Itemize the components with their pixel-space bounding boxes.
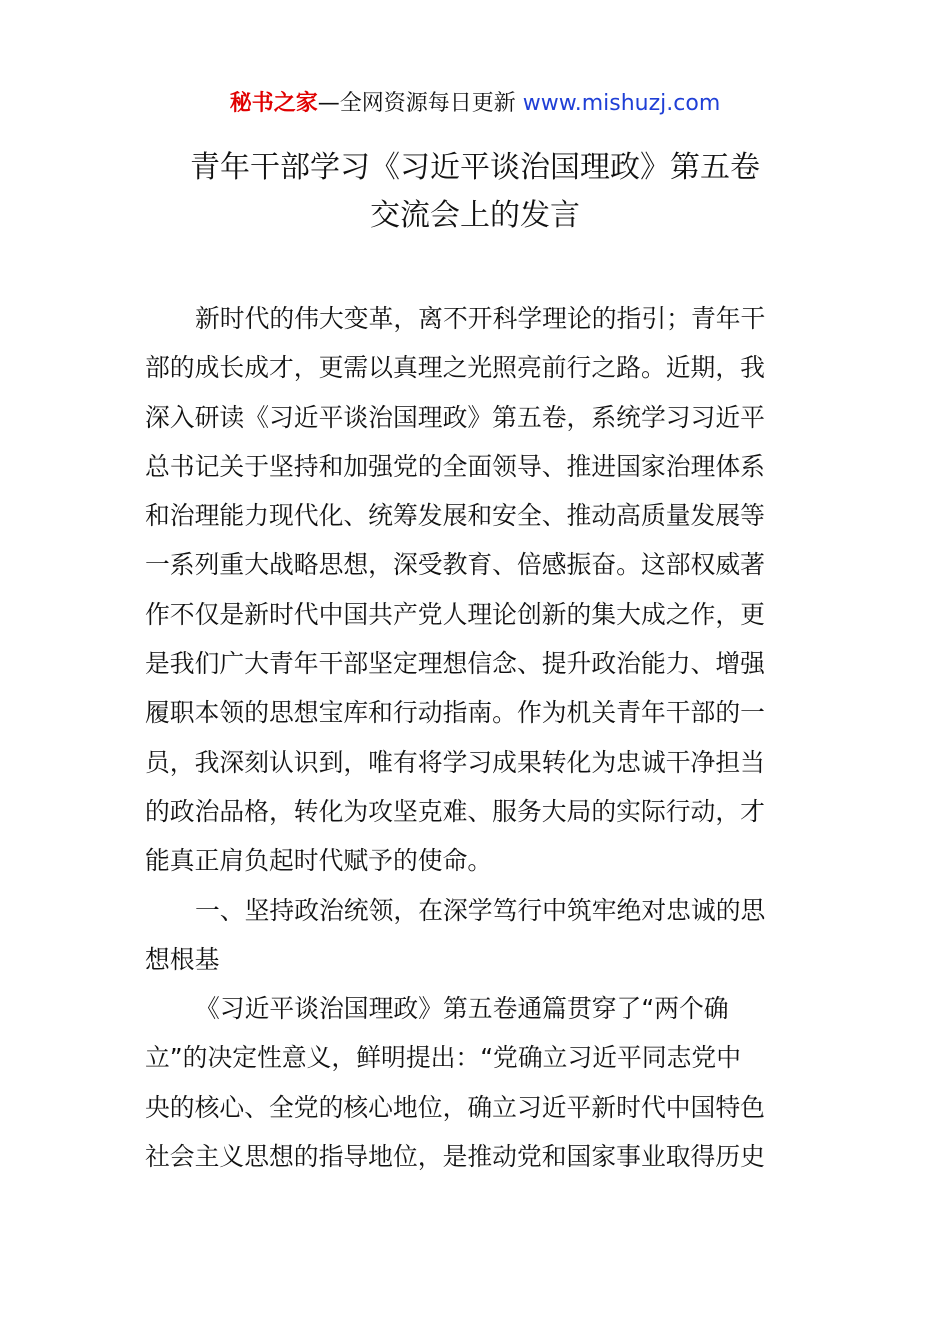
paragraph-1-line-5: 和治理能力现代化、统筹发展和安全、推动高质量发展等 — [145, 501, 765, 531]
document-body — [145, 294, 807, 1181]
title-line-1: 青年干部学习《习近平谈治国理政》第五卷 — [190, 150, 760, 185]
paragraph-1-line-6: 一系列重大战略思想，深受教育、倍感振奋。这部权威著 — [145, 550, 765, 580]
paragraph-2-line-1: 《习近平谈治国理政》第五卷通篇贯穿了“两个确 — [195, 994, 729, 1024]
title-line-2: 交流会上的发言 — [370, 198, 580, 233]
paragraph-1-line-8: 是我们广大青年干部坚定理想信念、提升政治能力、增强 — [145, 649, 765, 679]
paragraph-2-line-2: 立”的决定性意义，鲜明提出：“党确立习近平同志党中 — [145, 1043, 742, 1073]
section-heading-line-1: 一、坚持政治统领，在深学笃行中筑牢绝对忠诚的思 — [195, 895, 766, 925]
paragraph-1-line-12: 能真正肩负起时代赋予的使命。 — [145, 846, 493, 876]
site-url-link[interactable]: www.mishuzj.com — [522, 91, 721, 116]
paragraph-1-line-10: 员，我深刻认识到，唯有将学习成果转化为忠诚干净担当 — [145, 747, 765, 777]
paragraph-1-line-9: 履职本领的思想宝库和行动指南。作为机关青年干部的一 — [145, 698, 765, 728]
paragraph-1-line-11: 的政治品格，转化为攻坚克难、服务大局的实际行动，才 — [145, 796, 765, 826]
paragraph-2-line-4: 社会主义思想的指导地位，是推动党和国家事业取得历史 — [145, 1142, 765, 1172]
section-heading-line-2: 想根基 — [145, 944, 220, 974]
document-title — [0, 144, 950, 240]
paragraph-1-line-2: 部的成长成才，更需以真理之光照亮前行之路。近期，我 — [145, 353, 765, 383]
site-header — [0, 88, 950, 120]
paragraph-1-line-7: 作不仅是新时代中国共产党人理论创新的集大成之作，更 — [145, 599, 765, 629]
paragraph-1-line-1: 新时代的伟大变革，离不开科学理论的指引；青年干 — [195, 304, 766, 333]
paragraph-1-line-4: 总书记关于坚持和加强党的全面领导、推进国家治理体系 — [145, 451, 765, 481]
paragraph-2-line-3: 央的核心、全党的核心地位，确立习近平新时代中国特色 — [145, 1092, 765, 1122]
paragraph-1-line-3: 深入研读《习近平谈治国理政》第五卷，系统学习习近平 — [145, 402, 765, 432]
site-brand: 秘书之家 — [229, 91, 318, 116]
header-tagline: —全网资源每日更新 — [317, 91, 523, 116]
